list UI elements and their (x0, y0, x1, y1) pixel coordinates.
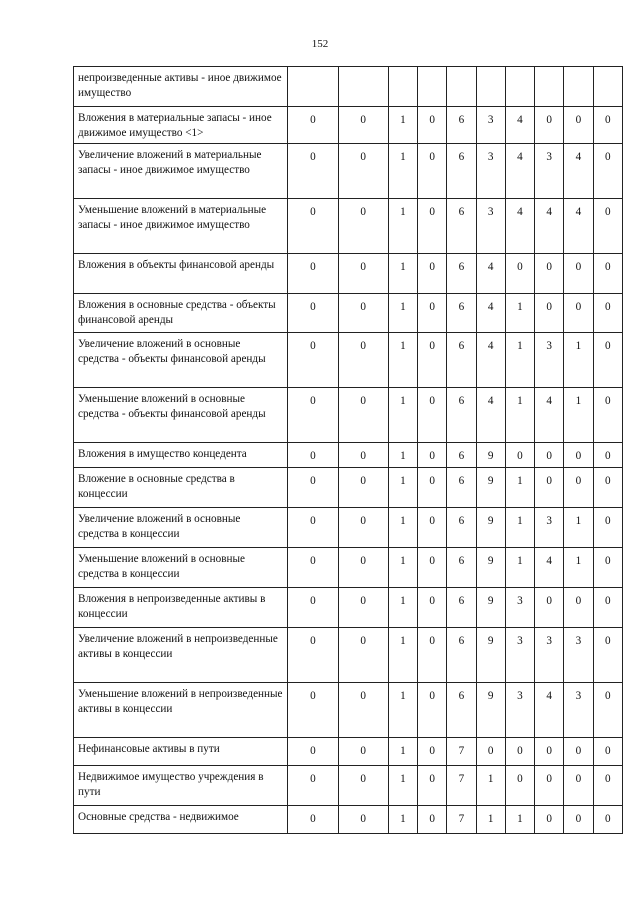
code-digit-cell: 0 (288, 738, 338, 766)
code-digit-cell: 0 (288, 333, 338, 388)
code-digit-cell: 4 (564, 199, 593, 254)
code-digit-cell: 0 (593, 254, 622, 294)
table-row (74, 508, 623, 548)
code-digit-cell (505, 67, 534, 107)
code-digit-cell: 7 (447, 766, 476, 806)
code-digit-cell: 1 (388, 588, 417, 628)
table-body (74, 67, 623, 834)
code-digit-cell: 0 (288, 294, 338, 333)
table-row (74, 548, 623, 588)
code-digit-cell: 0 (593, 144, 622, 199)
table-row (74, 388, 623, 443)
code-digit-cell: 1 (388, 144, 417, 199)
code-digit-cell: 0 (288, 388, 338, 443)
table-row (74, 468, 623, 508)
code-digit-cell: 6 (447, 144, 476, 199)
code-digit-cell: 7 (447, 738, 476, 766)
code-digit-cell: 0 (338, 388, 388, 443)
code-digit-cell: 6 (447, 107, 476, 144)
code-digit-cell: 4 (535, 199, 564, 254)
code-digit-cell: 1 (388, 738, 417, 766)
code-digit-cell: 1 (564, 388, 593, 443)
code-digit-cell: 1 (388, 508, 417, 548)
code-digit-cell: 0 (338, 144, 388, 199)
code-digit-cell (593, 67, 622, 107)
code-digit-cell: 9 (476, 683, 505, 738)
code-digit-cell: 0 (564, 738, 593, 766)
code-digit-cell: 0 (418, 683, 447, 738)
code-digit-cell: 9 (476, 508, 505, 548)
code-digit-cell: 0 (338, 333, 388, 388)
code-digit-cell: 0 (338, 738, 388, 766)
code-digit-cell: 0 (338, 588, 388, 628)
account-name-cell: Увеличение вложений в основные средства - объекты финансовой аренды (74, 333, 288, 388)
code-digit-cell: 0 (593, 388, 622, 443)
code-digit-cell: 1 (388, 766, 417, 806)
code-digit-cell: 6 (447, 199, 476, 254)
code-digit-cell: 0 (418, 107, 447, 144)
code-digit-cell: 3 (505, 628, 534, 683)
code-digit-cell: 0 (288, 628, 338, 683)
table-row (74, 683, 623, 738)
table-row (74, 806, 623, 834)
table-row (74, 588, 623, 628)
code-digit-cell: 6 (447, 388, 476, 443)
code-digit-cell: 3 (535, 508, 564, 548)
code-digit-cell: 0 (288, 588, 338, 628)
code-digit-cell: 0 (564, 107, 593, 144)
code-digit-cell: 0 (338, 294, 388, 333)
account-name-cell: Увеличение вложений в основные средства в концессии (74, 508, 288, 548)
code-digit-cell: 0 (338, 683, 388, 738)
code-digit-cell: 6 (447, 443, 476, 468)
code-digit-cell: 0 (338, 199, 388, 254)
code-digit-cell: 0 (288, 254, 338, 294)
code-digit-cell: 3 (564, 628, 593, 683)
code-digit-cell: 0 (418, 806, 447, 834)
code-digit-cell: 7 (447, 806, 476, 834)
code-digit-cell: 4 (476, 333, 505, 388)
code-digit-cell: 0 (418, 738, 447, 766)
account-name-cell: Увеличение вложений в материальные запасы - иное движимое имущество (74, 144, 288, 199)
code-digit-cell: 4 (535, 683, 564, 738)
account-name-cell: Вложения в непроизведенные активы в концессии (74, 588, 288, 628)
code-digit-cell: 0 (593, 628, 622, 683)
code-digit-cell: 0 (564, 294, 593, 333)
table-row (74, 107, 623, 144)
code-digit-cell: 6 (447, 508, 476, 548)
code-digit-cell: 0 (593, 588, 622, 628)
code-digit-cell: 0 (418, 294, 447, 333)
code-digit-cell: 4 (564, 144, 593, 199)
code-digit-cell: 1 (505, 333, 534, 388)
code-digit-cell: 0 (593, 806, 622, 834)
code-digit-cell: 1 (388, 683, 417, 738)
code-digit-cell: 0 (564, 806, 593, 834)
code-digit-cell: 4 (505, 144, 534, 199)
code-digit-cell: 1 (505, 806, 534, 834)
code-digit-cell: 9 (476, 588, 505, 628)
code-digit-cell: 0 (418, 508, 447, 548)
code-digit-cell: 1 (505, 294, 534, 333)
code-digit-cell: 4 (535, 548, 564, 588)
code-digit-cell: 3 (476, 199, 505, 254)
code-digit-cell: 0 (593, 738, 622, 766)
code-digit-cell: 1 (564, 548, 593, 588)
code-digit-cell: 0 (338, 766, 388, 806)
code-digit-cell: 0 (535, 738, 564, 766)
code-digit-cell (418, 67, 447, 107)
code-digit-cell: 6 (447, 548, 476, 588)
code-digit-cell: 4 (476, 294, 505, 333)
code-digit-cell: 9 (476, 443, 505, 468)
code-digit-cell: 0 (593, 468, 622, 508)
account-name-cell: Уменьшение вложений в непроизведенные активы в концессии (74, 683, 288, 738)
code-digit-cell: 0 (288, 468, 338, 508)
code-digit-cell: 0 (505, 766, 534, 806)
code-digit-cell: 0 (593, 508, 622, 548)
table-row (74, 144, 623, 199)
code-digit-cell: 1 (388, 333, 417, 388)
code-digit-cell: 1 (564, 333, 593, 388)
code-digit-cell: 3 (535, 333, 564, 388)
code-digit-cell: 0 (593, 683, 622, 738)
account-name-cell: Вложения в объекты финансовой аренды (74, 254, 288, 294)
code-digit-cell (447, 67, 476, 107)
code-digit-cell: 0 (593, 294, 622, 333)
code-digit-cell: 0 (535, 294, 564, 333)
code-digit-cell: 0 (593, 766, 622, 806)
code-digit-cell: 0 (535, 806, 564, 834)
page-number: 152 (311, 38, 329, 50)
code-digit-cell: 1 (505, 388, 534, 443)
account-name-cell: Уменьшение вложений в основные средства - объекты финансовой аренды (74, 388, 288, 443)
account-name-cell: Нефинансовые активы в пути (74, 738, 288, 766)
code-digit-cell: 0 (593, 107, 622, 144)
code-digit-cell: 1 (388, 806, 417, 834)
code-digit-cell: 0 (535, 107, 564, 144)
code-digit-cell: 6 (447, 254, 476, 294)
code-digit-cell: 0 (418, 588, 447, 628)
code-digit-cell: 0 (288, 766, 338, 806)
code-digit-cell: 3 (535, 144, 564, 199)
code-digit-cell: 0 (535, 468, 564, 508)
code-digit-cell: 0 (476, 738, 505, 766)
code-digit-cell: 1 (505, 548, 534, 588)
code-digit-cell (388, 67, 417, 107)
code-digit-cell: 6 (447, 333, 476, 388)
code-digit-cell: 1 (388, 107, 417, 144)
table-row (74, 254, 623, 294)
code-digit-cell: 0 (418, 443, 447, 468)
table-row (74, 199, 623, 254)
code-digit-cell: 0 (418, 199, 447, 254)
table-row (74, 628, 623, 683)
code-digit-cell: 0 (535, 588, 564, 628)
code-digit-cell: 0 (288, 508, 338, 548)
code-digit-cell: 0 (564, 443, 593, 468)
table-row (74, 766, 623, 806)
account-name-cell: непроизведенные активы - иное движимое имущество (74, 67, 288, 107)
code-digit-cell: 9 (476, 548, 505, 588)
code-digit-cell: 0 (564, 588, 593, 628)
code-digit-cell: 0 (593, 443, 622, 468)
code-digit-cell: 0 (535, 443, 564, 468)
code-digit-cell: 3 (476, 107, 505, 144)
code-digit-cell: 0 (564, 254, 593, 294)
account-name-cell: Вложения в основные средства - объекты финансовой аренды (74, 294, 288, 333)
code-digit-cell: 4 (476, 254, 505, 294)
code-digit-cell: 9 (476, 628, 505, 683)
code-digit-cell: 0 (593, 333, 622, 388)
code-digit-cell: 0 (505, 738, 534, 766)
code-digit-cell: 0 (288, 107, 338, 144)
code-digit-cell: 0 (535, 254, 564, 294)
code-digit-cell: 6 (447, 294, 476, 333)
table-row (74, 67, 623, 107)
code-digit-cell: 0 (418, 628, 447, 683)
table-row (74, 333, 623, 388)
code-digit-cell: 9 (476, 468, 505, 508)
code-digit-cell: 4 (535, 388, 564, 443)
code-digit-cell: 6 (447, 628, 476, 683)
code-digit-cell: 1 (388, 628, 417, 683)
account-name-cell: Вложения в материальные запасы - иное движимое имущество <1> (74, 107, 288, 144)
code-digit-cell: 1 (476, 806, 505, 834)
code-digit-cell: 1 (388, 548, 417, 588)
code-digit-cell: 0 (338, 806, 388, 834)
table-row (74, 443, 623, 468)
code-digit-cell: 0 (418, 388, 447, 443)
code-digit-cell: 1 (505, 468, 534, 508)
code-digit-cell: 1 (388, 199, 417, 254)
code-digit-cell: 3 (505, 588, 534, 628)
code-digit-cell: 0 (564, 468, 593, 508)
code-digit-cell: 3 (564, 683, 593, 738)
code-digit-cell: 0 (338, 443, 388, 468)
code-digit-cell: 6 (447, 468, 476, 508)
code-digit-cell (338, 67, 388, 107)
account-name-cell: Увеличение вложений в непроизведенные активы в концессии (74, 628, 288, 683)
code-digit-cell: 0 (418, 333, 447, 388)
code-digit-cell: 4 (505, 199, 534, 254)
code-digit-cell: 0 (535, 766, 564, 806)
code-digit-cell: 0 (288, 443, 338, 468)
table-row (74, 294, 623, 333)
code-digit-cell: 0 (418, 468, 447, 508)
code-digit-cell: 0 (418, 766, 447, 806)
code-digit-cell: 3 (505, 683, 534, 738)
code-digit-cell (476, 67, 505, 107)
code-digit-cell: 0 (288, 683, 338, 738)
code-digit-cell: 0 (288, 806, 338, 834)
code-digit-cell: 0 (338, 107, 388, 144)
account-name-cell: Уменьшение вложений в основные средства в концессии (74, 548, 288, 588)
code-digit-cell: 4 (476, 388, 505, 443)
code-digit-cell (535, 67, 564, 107)
code-digit-cell (288, 67, 338, 107)
account-name-cell: Недвижимое имущество учреждения в пути (74, 766, 288, 806)
account-name-cell: Основные средства - недвижимое (74, 806, 288, 834)
account-codes-table (73, 66, 623, 834)
code-digit-cell: 0 (418, 144, 447, 199)
code-digit-cell: 1 (388, 254, 417, 294)
code-digit-cell: 1 (388, 443, 417, 468)
code-digit-cell: 0 (338, 468, 388, 508)
account-name-cell: Уменьшение вложений в материальные запасы - иное движимое имущество (74, 199, 288, 254)
code-digit-cell: 1 (564, 508, 593, 548)
code-digit-cell: 1 (388, 468, 417, 508)
code-digit-cell: 4 (505, 107, 534, 144)
code-digit-cell (564, 67, 593, 107)
code-digit-cell: 0 (338, 628, 388, 683)
account-name-cell: Вложение в основные средства в концессии (74, 468, 288, 508)
code-digit-cell: 0 (593, 199, 622, 254)
code-digit-cell: 0 (418, 254, 447, 294)
code-digit-cell: 3 (535, 628, 564, 683)
code-digit-cell: 0 (338, 548, 388, 588)
code-digit-cell: 3 (476, 144, 505, 199)
code-digit-cell: 0 (505, 443, 534, 468)
code-digit-cell: 0 (288, 548, 338, 588)
code-digit-cell: 0 (418, 548, 447, 588)
code-digit-cell: 1 (388, 294, 417, 333)
code-digit-cell: 0 (338, 508, 388, 548)
code-digit-cell: 0 (593, 548, 622, 588)
code-digit-cell: 0 (564, 766, 593, 806)
account-name-cell: Вложения в имущество концедента (74, 443, 288, 468)
code-digit-cell: 1 (505, 508, 534, 548)
code-digit-cell: 0 (338, 254, 388, 294)
code-digit-cell: 0 (288, 144, 338, 199)
code-digit-cell: 0 (288, 199, 338, 254)
code-digit-cell: 0 (505, 254, 534, 294)
code-digit-cell: 6 (447, 588, 476, 628)
code-digit-cell: 1 (388, 388, 417, 443)
code-digit-cell: 6 (447, 683, 476, 738)
table-row (74, 738, 623, 766)
code-digit-cell: 1 (476, 766, 505, 806)
